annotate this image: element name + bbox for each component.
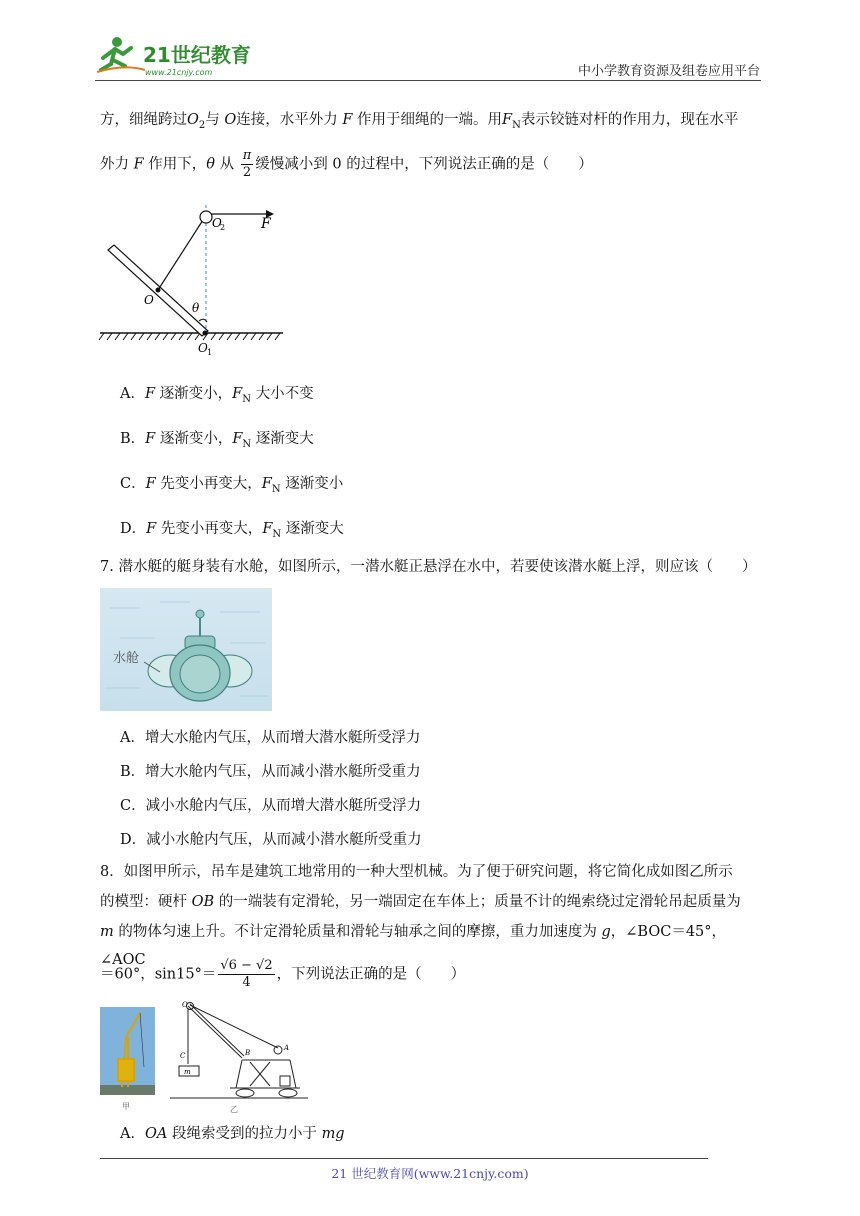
q7-stem: 7. 潜水艇的艇身装有水舱，如图所示，一潜水艇正悬浮在水中，若要使该潜水艇上浮，则应该（ ） [100, 559, 757, 575]
svg-text:m: m [184, 1068, 191, 1076]
svg-text:2: 2 [220, 223, 226, 232]
q7-option-b[interactable]: B．增大水舱内气压，从而减小潜水艇所受重力 [120, 764, 421, 780]
svg-text:O: O [182, 1001, 188, 1009]
pi-over-2-fraction: $\frac{\pi}{2}$ [242, 148, 252, 180]
header-divider [95, 80, 761, 81]
svg-text:O: O [212, 216, 222, 230]
q6-stem-line2: 外力 F 作用下，θ 从 $\frac{\pi}{2}$ 缓慢减小到 0 的过程中，下列说法正确的是（ ） [100, 148, 593, 180]
footer-divider [100, 1158, 708, 1159]
svg-text:O: O [198, 341, 208, 355]
q8-stem-line3: m 的物体匀速上升。不计定滑轮质量和滑轮与轴承之间的摩擦，重力加速度为 g，∠BOC＝45°，∠AOC [100, 924, 727, 968]
svg-text:水舱: 水舱 [113, 651, 140, 666]
q6-stem-line1: 方，细绳跨过$O_2$与 O连接，水平外力 F 作用于细绳的一端。用$F_N$表示铰链对杆的作用力，现在水平 [100, 112, 739, 131]
svg-text:B: B [245, 1049, 251, 1057]
svg-text:A: A [284, 1044, 290, 1052]
q8-crane-model-diagram [170, 1000, 310, 1115]
q6-option-b[interactable]: B．F 逐渐变小，$F_N$ 逐渐变大 [120, 431, 314, 450]
q6-option-a[interactable]: A．F 逐渐变小，$F_N$ 大小不变 [120, 386, 314, 405]
q7-option-c[interactable]: C．减小水舱内气压，从而增大潜水艇所受浮力 [120, 798, 422, 814]
q7-option-d[interactable]: D．减小水舱内气压，从而减小潜水艇所受重力 [120, 832, 422, 848]
svg-text:C: C [180, 1052, 186, 1060]
svg-text:甲: 甲 [122, 1102, 130, 1111]
q8-stem-line1: 8．如图甲所示，吊车是建筑工地常用的一种大型机械。为了便于研究问题，将它简化成如图乙所示 [100, 864, 733, 880]
q7-submarine-figure [100, 588, 272, 711]
svg-text:乙: 乙 [230, 1105, 238, 1114]
q6-option-c[interactable]: C．F 先变小再变大，$F_N$ 逐渐变小 [120, 476, 344, 495]
footer-text[interactable]: 21 世纪教育网(www.21cnjy.com) [331, 1166, 529, 1181]
q8-option-a[interactable]: A．OA 段绳索受到的拉力小于 mg [120, 1126, 345, 1142]
q8-crane-photo [100, 1007, 155, 1115]
runner-logo-icon [95, 34, 255, 78]
svg-text:1: 1 [207, 348, 213, 357]
q7-option-a[interactable]: A．增大水舱内气压，从而增大潜水艇所受浮力 [120, 730, 421, 746]
svg-text:O: O [144, 293, 154, 307]
logo-url: www.21cnjy.com [145, 68, 213, 77]
logo-text: 21世纪教育 [143, 43, 251, 67]
site-logo [95, 34, 255, 78]
sin15-fraction: $\frac{√6 - √2}{4}$ [220, 958, 273, 990]
svg-text:θ: θ [192, 301, 200, 315]
q6-rod-hinge-figure [98, 200, 298, 365]
header-platform-text: 中小学教育资源及组卷应用平台 [577, 64, 760, 79]
q8-stem-line4: ＝60°，sin15°＝ $\frac{√6 - √2}{4}$ ，下列说法正确的是（ ） [100, 958, 466, 990]
svg-text:F: F [261, 216, 271, 232]
q6-option-d[interactable]: D．F 先变小再变大，$F_N$ 逐渐变大 [120, 521, 344, 540]
q8-stem-line2: 的模型：硬杆 OB 的一端装有定滑轮，另一端固定在车体上；质量不计的绳索绕过定滑轮吊起质量为 [100, 894, 741, 910]
